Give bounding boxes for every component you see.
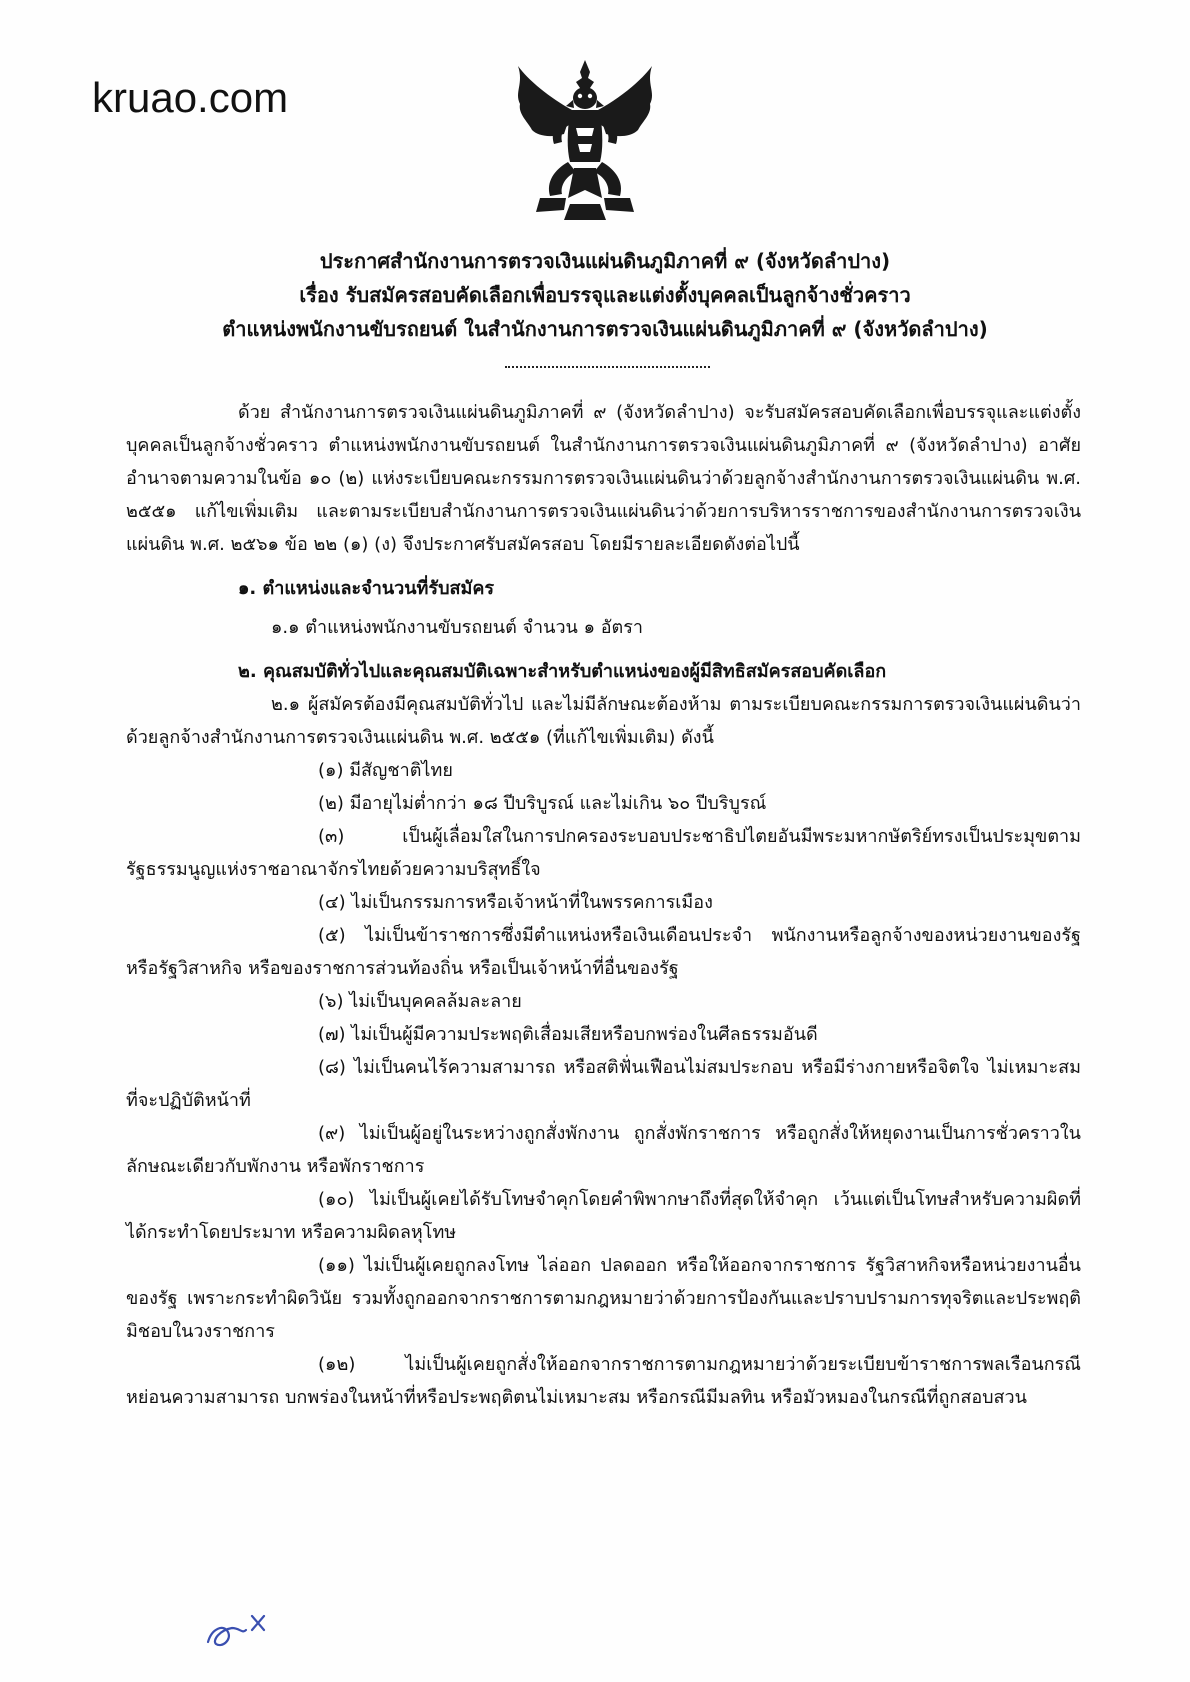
qualification-item: (๘) ไม่เป็นคนไร้ความสามารถ หรือสติฟั่นเฟือนไม่สมประกอบ หรือมีร่างกายหรือจิตใจ ไม่เหมาะสมที่จะปฏิบัติหน้าที่: [126, 1057, 1081, 1111]
section-1-heading: ๑. ตำแหน่งและจำนวนที่รับสมัคร: [238, 578, 495, 599]
title-line-3: ตำแหน่งพนักงานขับรถยนต์ ในสำนักงานการตรวจเงินแผ่นดินภูมิภาคที่ ๙ (จังหวัดลำปาง): [222, 317, 988, 341]
qualification-item: (๓) เป็นผู้เลื่อมใสในการปกครองระบอบประชาธิปไตยอันมีพระมหากษัตริย์ทรงเป็นประมุขตามรัฐธรรมนูญแห่งราชอาณาจักรไทยด้วยความบริสุทธิ์ใจ: [126, 826, 1081, 880]
intro-paragraph: ด้วย สำนักงานการตรวจเงินแผ่นดินภูมิภาคที่ ๙ (จังหวัดลำปาง) จะรับสมัครสอบคัดเลือกเพื่อบรรจุและแต่งตั้งบุคคลเป็นลูกจ้างชั่วคราว ตำแหน่งพนักงานขับรถยนต์ ในสำนักงานการตรวจเงินแผ่นดินภูมิภาคที่ ๙ (จังหวัดลำปาง) อาศัยอำนาจตามความในข้อ ๑๐ (๒) แห่งระเบียบคณะกรรมการตรวจเงินแผ่นดินว่าด้วยลูกจ้างสำนักงานการตรวจเงินแผ่นดิน พ.ศ. ๒๕๕๑ แก้ไขเพิ่มเติม และตามระเบียบสำนักงานการตรวจเงินแผ่นดินว่าด้วยการบริหารราชการของสำนักงานการตรวจเงินแผ่นดิน พ.ศ. ๒๕๖๑ ข้อ ๒๒ (๑) (ง) จึงประกาศรับสมัครสอบ โดยมีรายละเอียดดังต่อไปนี้: [126, 402, 1081, 555]
qualification-item: (๑) มีสัญชาติไทย: [318, 760, 453, 781]
qualification-item: (๒) มีอายุไม่ต่ำกว่า ๑๘ ปีบริบูรณ์ และไม่เกิน ๖๐ ปีบริบูรณ์: [318, 793, 767, 814]
title-line-2: เรื่อง รับสมัครสอบคัดเลือกเพื่อบรรจุและแต่งตั้งบุคคลเป็นลูกจ้างชั่วคราว: [299, 283, 911, 307]
qualification-item: (๑๑) ไม่เป็นผู้เคยถูกลงโทษ ไล่ออก ปลดออก หรือให้ออกจากราชการ รัฐวิสาหกิจหรือหน่วยงานอื่นของรัฐ เพราะกระทำผิดวินัย รวมทั้งถูกออกจากราชการตามกฎหมายว่าด้วยการป้องกันและปราบปรามการทุจริตและประพฤติมิชอบในวงราชการ: [126, 1255, 1081, 1342]
qualification-item: (๑๒) ไม่เป็นผู้เคยถูกสั่งให้ออกจากราชการตามกฎหมายว่าด้วยระเบียบข้าราชการพลเรือนกรณีหย่อนความสามารถ บกพร่องในหน้าที่หรือประพฤติตนไม่เหมาะสม หรือกรณีมีมลทิน หรือมัวหมองในกรณีที่ถูกสอบสวน: [126, 1354, 1081, 1408]
handwritten-initials: [202, 1598, 292, 1658]
qualification-item: (๕) ไม่เป็นข้าราชการซึ่งมีตำแหน่งหรือเงินเดือนประจำ พนักงานหรือลูกจ้างของหน่วยงานของรัฐ หรือรัฐวิสาหกิจ หรือของราชการส่วนท้องถิ่น หรือเป็นเจ้าหน้าที่อื่นของรัฐ: [126, 925, 1081, 979]
section-2-subsection: ๒.๑ ผู้สมัครต้องมีคุณสมบัติทั่วไป และไม่มีลักษณะต้องห้าม ตามระเบียบคณะกรรมการตรวจเงินแผ่นดินว่าด้วยลูกจ้างสำนักงานการตรวจเงินแผ่นดิน พ.ศ. ๒๕๕๑ (ที่แก้ไขเพิ่มเติม) ดังนี้: [126, 694, 1081, 748]
title-line-1: ประกาศสำนักงานการตรวจเงินแผ่นดินภูมิภาคที่ ๙ (จังหวัดลำปาง): [319, 249, 891, 273]
section-2-heading: ๒. คุณสมบัติทั่วไปและคุณสมบัติเฉพาะสำหรับตำแหน่งของผู้มีสิทธิสมัครสอบคัดเลือก: [238, 661, 887, 682]
title-divider: [505, 366, 710, 368]
qualification-item: (๔) ไม่เป็นกรรมการหรือเจ้าหน้าที่ในพรรคการเมือง: [318, 892, 713, 913]
site-watermark: kruao.com: [92, 74, 289, 121]
document-body: [126, 396, 1081, 1414]
garuda-emblem-icon: [510, 58, 660, 223]
qualification-item: (๙) ไม่เป็นผู้อยู่ในระหว่างถูกสั่งพักงาน ถูกสั่งพักราชการ หรือถูกสั่งให้หยุดงานเป็นการชั่วคราวในลักษณะเดียวกับพักงาน หรือพักราชการ: [126, 1123, 1081, 1177]
qualification-item: (๑๐) ไม่เป็นผู้เคยได้รับโทษจำคุกโดยคำพิพากษาถึงที่สุดให้จำคุก เว้นแต่เป็นโทษสำหรับความผิดที่ได้กระทำโดยประมาท หรือความผิดลหุโทษ: [126, 1189, 1081, 1243]
qualification-item: (๗) ไม่เป็นผู้มีความประพฤติเสื่อมเสียหรือบกพร่องในศีลธรรมอันดี: [318, 1024, 818, 1045]
announcement-title: [130, 244, 1080, 346]
qualification-item: (๖) ไม่เป็นบุคคลล้มละลาย: [318, 991, 522, 1012]
section-1-item: ๑.๑ ตำแหน่งพนักงานขับรถยนต์ จำนวน ๑ อัตรา: [271, 617, 643, 638]
